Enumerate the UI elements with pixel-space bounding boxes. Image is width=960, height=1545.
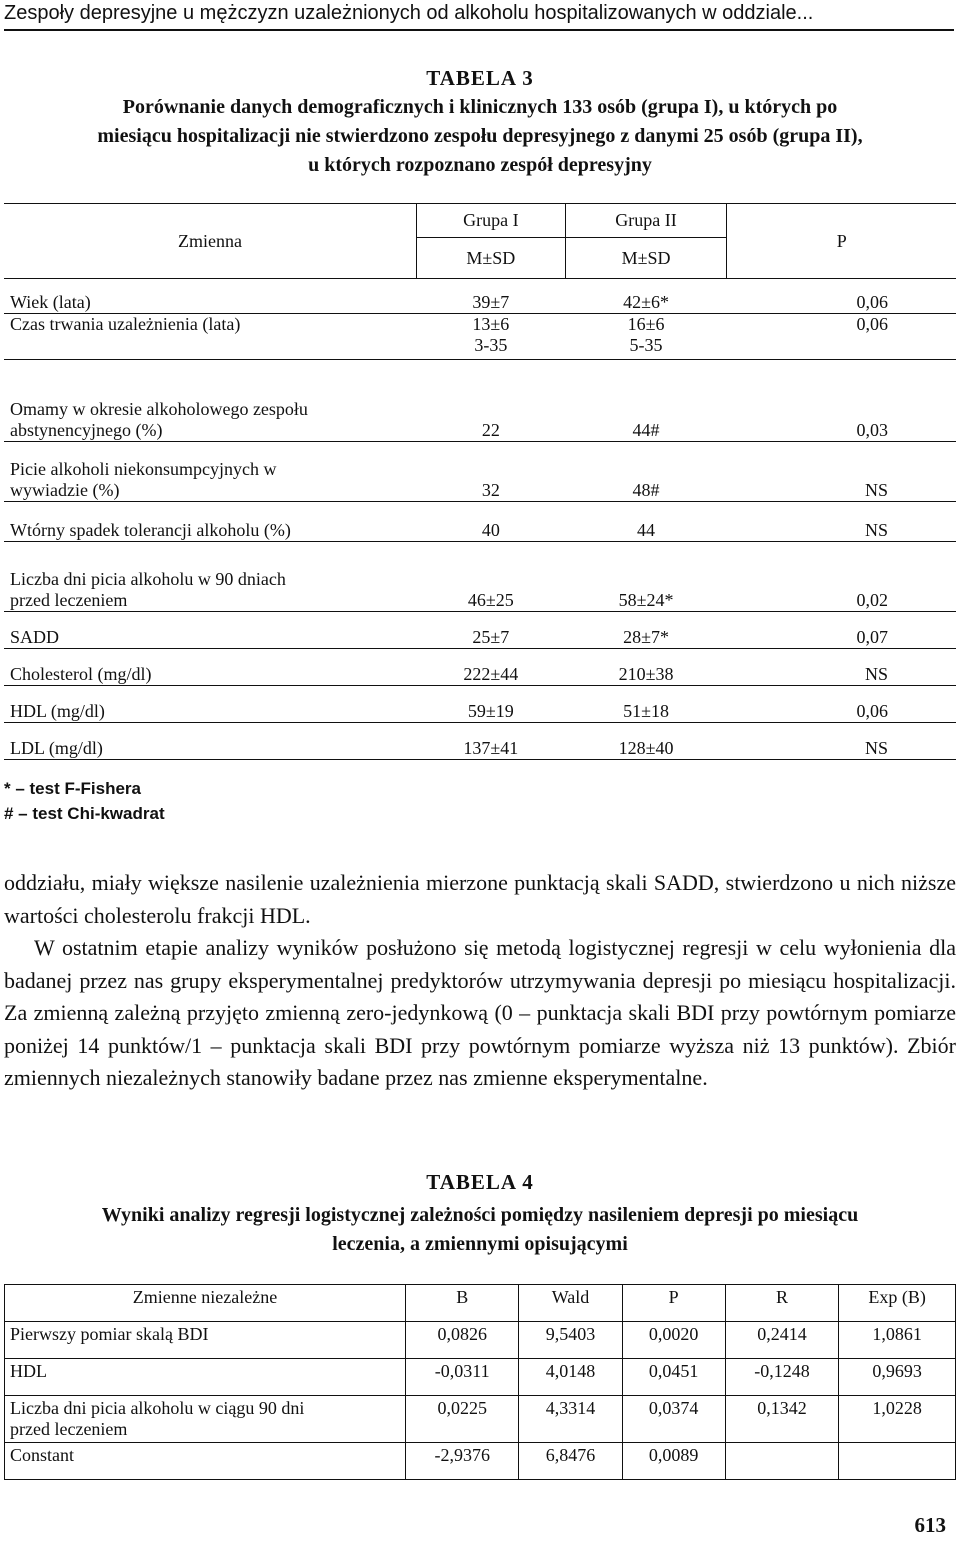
group2-value-line: 42±6* bbox=[623, 292, 669, 312]
group1-value-line: 40 bbox=[481, 520, 500, 540]
row-label bbox=[4, 279, 417, 314]
group1-value-line: 22 bbox=[481, 420, 500, 440]
table-row bbox=[4, 686, 956, 723]
table4-header: P bbox=[622, 1285, 725, 1322]
row-label-line: Pierwszy pomiar skalą BDI bbox=[10, 1324, 209, 1344]
table4 bbox=[4, 1284, 956, 1480]
group2-value bbox=[565, 612, 727, 649]
row-label bbox=[4, 442, 417, 502]
row-label-line: wywiadzie (%) bbox=[10, 480, 120, 500]
p-value: NS bbox=[727, 723, 956, 760]
row-label bbox=[4, 502, 417, 542]
cell-value: 0,0374 bbox=[622, 1396, 725, 1443]
group2-value-line: 16±6 bbox=[627, 314, 665, 334]
row-label bbox=[4, 649, 417, 686]
group1-value-line: 59±19 bbox=[467, 701, 514, 721]
table3-caption-line: u których rozpoznano zespół depresyjny bbox=[308, 154, 652, 176]
cell-value: 1,0861 bbox=[839, 1322, 956, 1359]
table-row bbox=[4, 279, 956, 314]
cell-value bbox=[725, 1443, 838, 1480]
group1-value-line: 39±7 bbox=[472, 292, 510, 312]
p-value: NS bbox=[727, 502, 956, 542]
row-label bbox=[4, 686, 417, 723]
group1-value bbox=[417, 314, 566, 360]
cell-value: 4,3314 bbox=[519, 1396, 622, 1443]
row-label bbox=[4, 612, 417, 649]
cell-value bbox=[839, 1443, 956, 1480]
table3-label: TABELA 3 bbox=[426, 66, 534, 90]
row-label-line: abstynencyjnego (%) bbox=[10, 420, 163, 440]
cell-value: 0,9693 bbox=[839, 1359, 956, 1396]
table4-label: TABELA 4 bbox=[426, 1170, 534, 1194]
p-value: NS bbox=[727, 649, 956, 686]
running-head: Zespoły depresyjne u mężczyzn uzależnionych od alkoholu hospitalizowanych w oddziale... bbox=[4, 2, 954, 31]
group2-value-line: 58±24* bbox=[618, 590, 674, 610]
group2-value bbox=[565, 442, 727, 502]
group1-value bbox=[417, 279, 566, 314]
group2-value-line: 44# bbox=[632, 420, 660, 440]
group1-value-line: 222±44 bbox=[463, 664, 519, 684]
table3-header-group2: Grupa II bbox=[565, 204, 727, 238]
p-value: 0,06 bbox=[727, 279, 956, 314]
cell-value: 0,0020 bbox=[622, 1322, 725, 1359]
row-label-line: HDL (mg/dl) bbox=[10, 701, 105, 721]
table-row bbox=[4, 502, 956, 542]
table4-header: R bbox=[725, 1285, 838, 1322]
group2-value-line: 128±40 bbox=[618, 738, 674, 758]
cell-value: 0,0225 bbox=[406, 1396, 519, 1443]
group2-value bbox=[565, 542, 727, 612]
row-label-line: Wtórny spadek tolerancji alkoholu (%) bbox=[10, 520, 291, 540]
group1-value bbox=[417, 502, 566, 542]
table-row bbox=[5, 1443, 956, 1480]
group2-value bbox=[565, 723, 727, 760]
p-value: 0,07 bbox=[727, 612, 956, 649]
row-label-line: Constant bbox=[10, 1445, 75, 1465]
group2-value-line: 48# bbox=[632, 480, 660, 500]
paragraph: oddziału, miały większe nasilenie uzależnienia mierzone punktacją skali SADD, stwierdzono u nich niższe wartości cholesterolu frakcji HDL. bbox=[4, 870, 956, 928]
cell-value: 0,2414 bbox=[725, 1322, 838, 1359]
p-value: 0,06 bbox=[727, 686, 956, 723]
table-row bbox=[5, 1322, 956, 1359]
row-label bbox=[5, 1359, 406, 1396]
table4-header: Zmienne niezależne bbox=[5, 1285, 406, 1322]
table3-body bbox=[4, 279, 956, 760]
table3-note: # – test Chi-kwadrat bbox=[4, 804, 165, 823]
row-label-line: Picie alkoholi niekonsumpcyjnych w bbox=[10, 459, 277, 479]
cell-value: -0,0311 bbox=[406, 1359, 519, 1396]
page-number: 613 bbox=[914, 1513, 946, 1537]
table3-header-msd1: M±SD bbox=[417, 238, 566, 279]
table4-body bbox=[5, 1322, 956, 1480]
cell-value: 0,1342 bbox=[725, 1396, 838, 1443]
row-label-line: LDL (mg/dl) bbox=[10, 738, 103, 758]
table4-caption-line: leczenia, a zmiennymi opisującymi bbox=[332, 1233, 628, 1255]
table3-header-msd2: M±SD bbox=[621, 247, 671, 268]
group1-value bbox=[417, 542, 566, 612]
row-label bbox=[4, 314, 417, 360]
table3-note: * – test F-Fishera bbox=[4, 779, 141, 798]
table-row bbox=[4, 649, 956, 686]
group1-value bbox=[417, 649, 566, 686]
cell-value: 1,0228 bbox=[839, 1396, 956, 1443]
group1-value-line: 137±41 bbox=[463, 738, 519, 758]
group2-value bbox=[565, 649, 727, 686]
group1-value-line: 3-35 bbox=[474, 335, 508, 355]
table3-caption-line: Porównanie danych demograficznych i klinicznych 133 osób (grupa I), u których po bbox=[122, 96, 838, 118]
table3-header-group1: Grupa I bbox=[417, 204, 566, 238]
table4-caption-line: Wyniki analizy regresji logistycznej zależności pomiędzy nasileniem depresji po miesiącu bbox=[101, 1204, 859, 1226]
cell-value: -2,9376 bbox=[406, 1443, 519, 1480]
row-label-line: HDL bbox=[10, 1361, 47, 1381]
p-value: 0,06 bbox=[727, 314, 956, 360]
group2-value bbox=[565, 314, 727, 360]
row-label bbox=[4, 360, 417, 442]
group1-value-line: 13±6 bbox=[472, 314, 510, 334]
cell-value: 9,5403 bbox=[519, 1322, 622, 1359]
table3-notes bbox=[4, 776, 165, 826]
cell-value: 4,0148 bbox=[519, 1359, 622, 1396]
table4-header: Exp (B) bbox=[839, 1285, 956, 1322]
table4-header: B bbox=[406, 1285, 519, 1322]
table-row bbox=[4, 442, 956, 502]
body-text bbox=[4, 867, 956, 1095]
group1-value bbox=[417, 442, 566, 502]
table-row bbox=[4, 360, 956, 442]
group1-value bbox=[417, 686, 566, 723]
table3-header-variable: Zmienna bbox=[4, 204, 417, 279]
group2-value-line: 44 bbox=[637, 520, 656, 540]
table-row bbox=[5, 1359, 956, 1396]
row-label bbox=[4, 723, 417, 760]
group2-value-line: 210±38 bbox=[618, 664, 674, 684]
group2-value bbox=[565, 279, 727, 314]
table3-caption-line: miesiącu hospitalizacji nie stwierdzono zespołu depresyjnego z danymi 25 osób (grupa II), bbox=[97, 125, 863, 147]
cell-value: 6,8476 bbox=[519, 1443, 622, 1480]
row-label-line: przed leczeniem bbox=[10, 1419, 128, 1439]
row-label-line: Cholesterol (mg/dl) bbox=[10, 664, 152, 684]
row-label-line: Liczba dni picia alkoholu w ciągu 90 dni bbox=[10, 1398, 305, 1418]
row-label bbox=[5, 1396, 406, 1443]
p-value: NS bbox=[727, 442, 956, 502]
row-label-line: Wiek (lata) bbox=[10, 292, 91, 312]
row-label-line: Omamy w okresie alkoholowego zespołu bbox=[10, 399, 308, 419]
table3-header-p: P bbox=[727, 204, 956, 279]
table-row bbox=[5, 1396, 956, 1443]
table4-caption bbox=[10, 1201, 950, 1259]
p-value: 0,03 bbox=[727, 360, 956, 442]
cell-value: -0,1248 bbox=[725, 1359, 838, 1396]
group2-value bbox=[565, 502, 727, 542]
group1-value bbox=[417, 360, 566, 442]
row-label bbox=[5, 1322, 406, 1359]
table3 bbox=[4, 203, 956, 760]
cell-value: 0,0826 bbox=[406, 1322, 519, 1359]
group1-value-line: 46±25 bbox=[467, 590, 514, 610]
table-row bbox=[4, 723, 956, 760]
group2-value-line: 51±18 bbox=[623, 701, 669, 721]
group2-value bbox=[565, 360, 727, 442]
row-label bbox=[5, 1443, 406, 1480]
row-label-line: SADD bbox=[10, 627, 60, 647]
group1-value bbox=[417, 723, 566, 760]
paragraph: W ostatnim etapie analizy wyników posłużono się metodą logistycznej regresji w celu wyłonienia dla badanej przez nas grupy eksperymentalnej predyktorów utrzymywania depresji po miesiącu hospitalizacji. Za zmienną zależną przyjęto zmienną zero-jedynkową (0 – punktacja skali BDI przy powtórnym pomiarze poniżej 14 punktów/1 – punktacja skali BDI przy powtórnym pomiarze wyższa niż 13 punktów). Zbiór zmiennych niezależnych stanowiły badane przez nas zmienne eksperymentalne. bbox=[4, 935, 956, 1090]
group1-value-line: 32 bbox=[481, 480, 500, 500]
p-value: 0,02 bbox=[727, 542, 956, 612]
cell-value: 0,0451 bbox=[622, 1359, 725, 1396]
group2-value-line: 28±7* bbox=[623, 627, 669, 647]
row-label-line: Czas trwania uzależnienia (lata) bbox=[10, 314, 241, 334]
row-label-line: Liczba dni picia alkoholu w 90 dniach bbox=[10, 569, 286, 589]
group1-value bbox=[417, 612, 566, 649]
group2-value bbox=[565, 686, 727, 723]
cell-value: 0,0089 bbox=[622, 1443, 725, 1480]
group2-value-line: 5-35 bbox=[629, 335, 663, 355]
row-label-line: przed leczeniem bbox=[10, 590, 128, 610]
table-row bbox=[4, 612, 956, 649]
table3-caption bbox=[10, 93, 950, 180]
table4-header: Wald bbox=[519, 1285, 622, 1322]
group1-value-line: 25±7 bbox=[472, 627, 510, 647]
row-label bbox=[4, 542, 417, 612]
table-row bbox=[4, 314, 956, 360]
table-row bbox=[4, 542, 956, 612]
